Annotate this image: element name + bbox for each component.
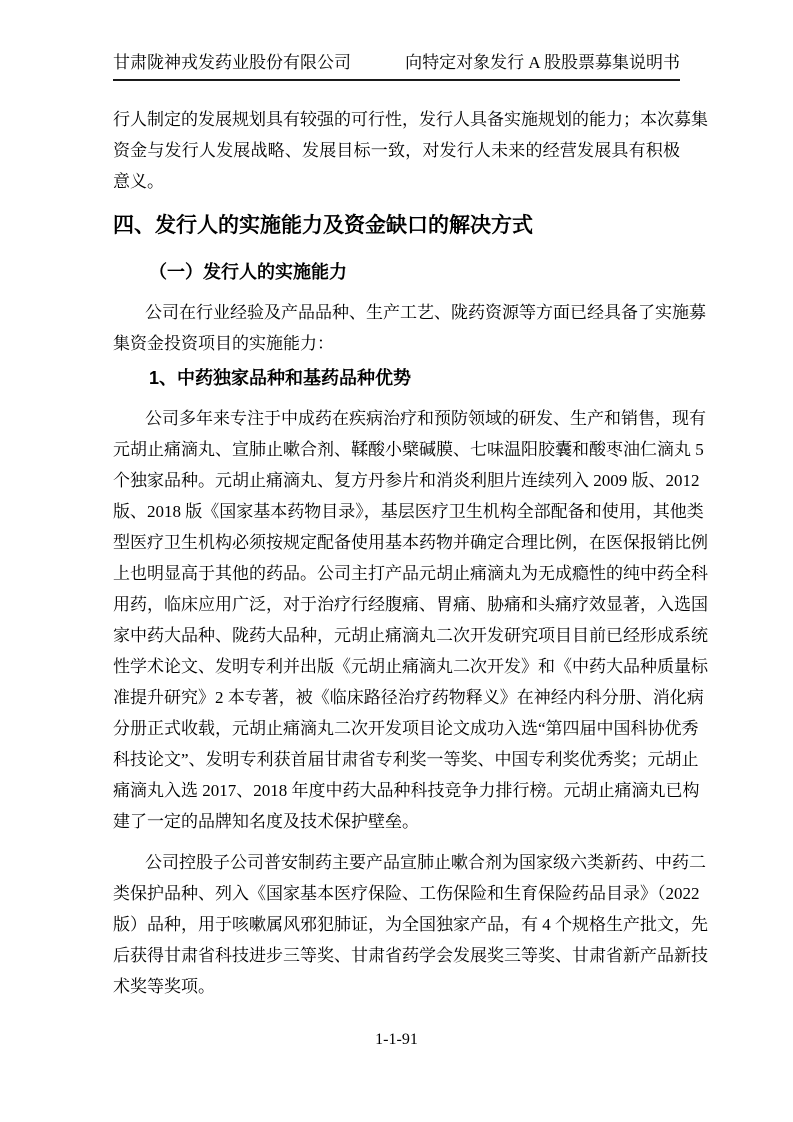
subsection-heading-1: （一）发行人的实施能力: [149, 262, 347, 282]
paragraph-line: 个独家品种。元胡止痛滴丸、复方丹参片和消炎利胆片连续列入 2009 版、2012: [113, 471, 700, 490]
paragraph-line: 元胡止痛滴丸、宣肺止嗽合剂、鞣酸小檗碱膜、七味温阳胶囊和酸枣油仁滴丸 5: [113, 440, 704, 459]
point-heading-1: 1、中药独家品种和基药品种优势: [149, 368, 412, 388]
header-company-name: 甘肃陇神戎发药业股份有限公司: [113, 53, 351, 72]
paragraph-line: 准提升研究》2 本专著，被《临床路径治疗药物释义》在神经内科分册、消化病: [113, 688, 704, 707]
paragraph-line: 上也明显高于其他的药品。公司主打产品元胡止痛滴丸为无成瘾性的纯中药全科: [113, 564, 708, 583]
section-heading-4: 四、发行人的实施能力及资金缺口的解决方式: [113, 214, 533, 237]
paragraph-line: 版、2018 版《国家基本药物目录》，基层医疗卫生机构全部配备和使用，其他类: [113, 502, 704, 521]
paragraph-ability: [113, 297, 706, 359]
paragraph-line: 分册正式收载，元胡止痛滴丸二次开发项目论文成功入选“第四届中国科协优秀: [113, 719, 699, 738]
page-number: 1-1-91: [375, 1031, 418, 1048]
paragraph-line: 科技论文”、发明专利获首届甘肃省专利奖一等奖、中国专利奖优秀奖；元胡止: [113, 750, 699, 769]
paragraph-line: 公司多年来专注于中成药在疾病治疗和预防领域的研发、生产和销售，现有: [145, 409, 706, 428]
paragraph-line: 公司控股子公司普安制药主要产品宣肺止嗽合剂为国家级六类新药、中药二: [145, 853, 706, 872]
paragraph-line: 行人制定的发展规划具有较强的可行性，发行人具备实施规划的能力；本次募集: [113, 110, 708, 129]
paragraph-line: 术奖等奖项。: [113, 977, 215, 996]
paragraph-line: 类保护品种、列入《国家基本医疗保险、工伤保险和生育保险药品目录》（2022: [113, 884, 700, 903]
paragraph-products: [113, 403, 708, 837]
paragraph-puan: [113, 847, 708, 1002]
paragraph-line: 用药，临床应用广泛，对于治疗行经腹痛、胃痛、胁痛和头痛疗效显著，入选国: [113, 595, 708, 614]
paragraph-line: 版）品种，用于咳嗽属风邪犯肺证，为全国独家产品，有 4 个规格生产批文，先: [113, 915, 708, 934]
paragraph-intro: [113, 104, 708, 197]
paragraph-line: 建了一定的品牌知名度及技术保护壁垒。: [113, 812, 419, 831]
header-document-title: 向特定对象发行 A 股股票募集说明书: [405, 53, 680, 72]
paragraph-line: 痛滴丸入选 2017、2018 年度中药大品种科技竞争力排行榜。元胡止痛滴丸已构: [113, 781, 700, 800]
paragraph-line: 性学术论文、发明专利并出版《元胡止痛滴丸二次开发》和《中药大品种质量标: [113, 657, 708, 676]
page-footer: [0, 1030, 793, 1050]
paragraph-line: 型医疗卫生机构必须按规定配备使用基本药物并确定合理比例，在医保报销比例: [113, 533, 708, 552]
paragraph-line: 集资金投资项目的实施能力：: [113, 334, 334, 353]
paragraph-line: 家中药大品种、陇药大品种，元胡止痛滴丸二次开发研究项目目前已经形成系统: [113, 626, 708, 645]
paragraph-line: 资金与发行人发展战略、发展目标一致，对发行人未来的经营发展具有积极意义。: [113, 141, 680, 191]
paragraph-line: 后获得甘肃省科技进步三等奖、甘肃省药学会发展奖三等奖、甘肃省新产品新技: [113, 946, 708, 965]
paragraph-line: 公司在行业经验及产品品种、生产工艺、陇药资源等方面已经具备了实施募: [145, 303, 706, 322]
page-header: [113, 52, 680, 81]
